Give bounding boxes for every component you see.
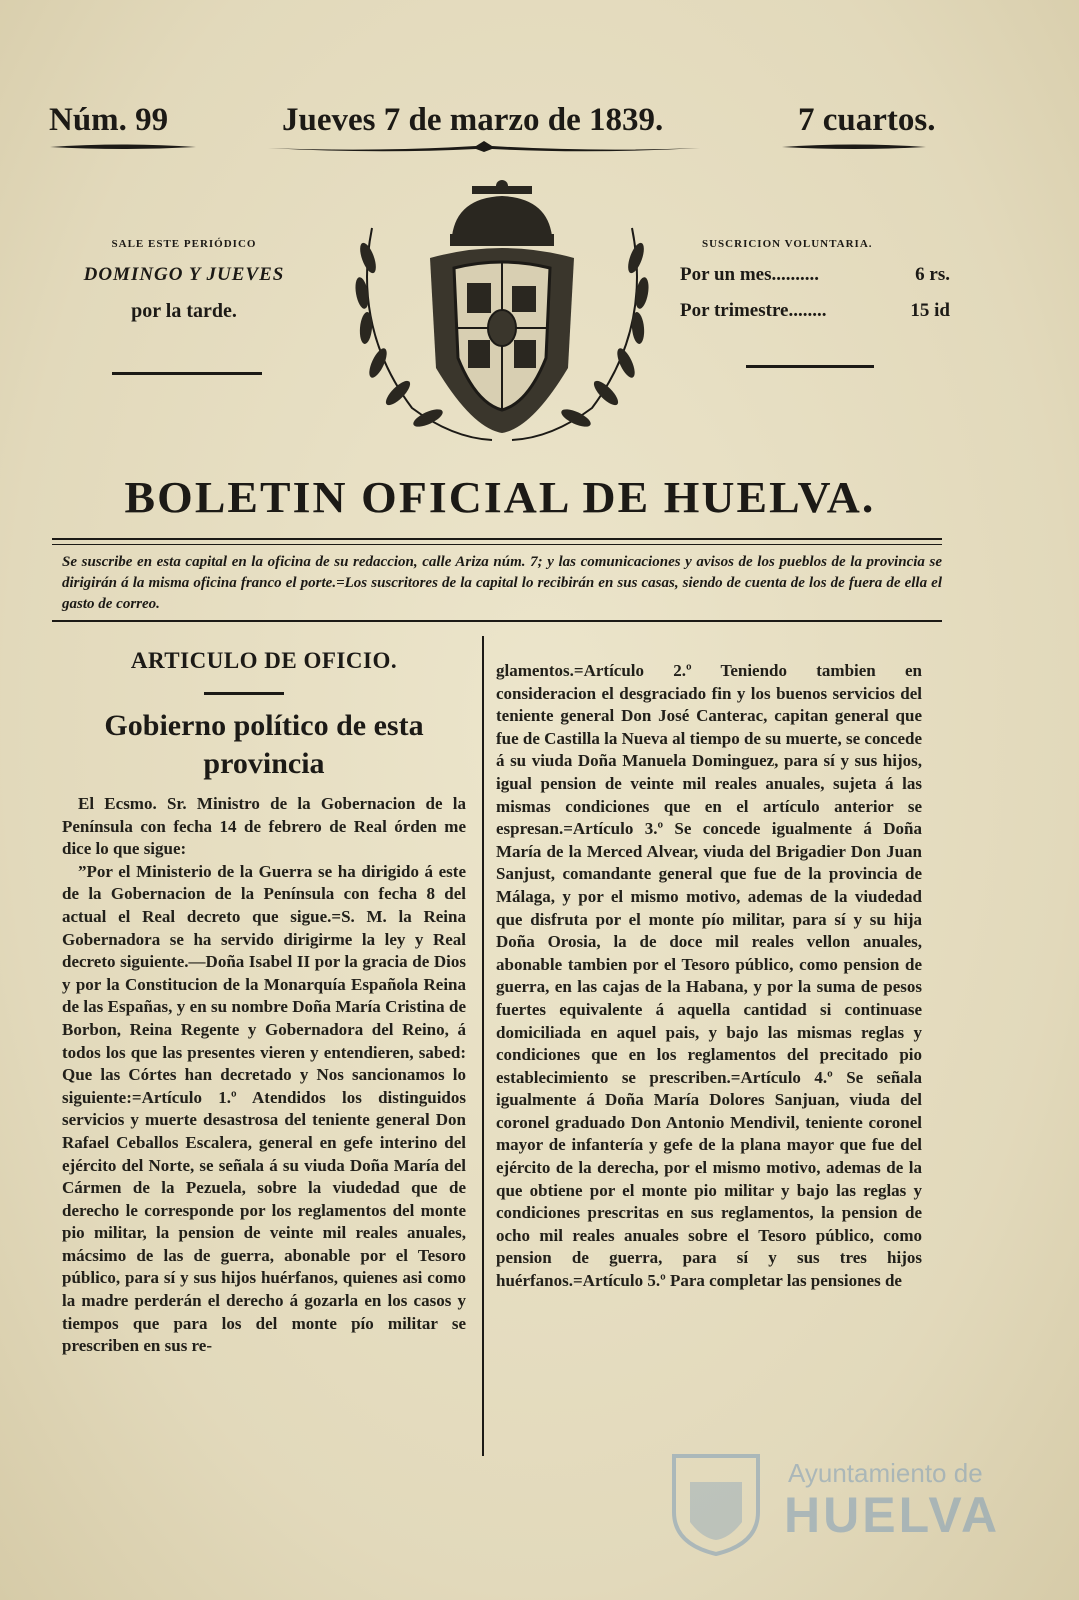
article-paragraph: ”Por el Ministerio de la Guerra se ha dirigido á este de la Gobernacion de la Península con fecha 8 del actual el Real decreto que sigue.=S. M. la Reina Gobernadora se ha servido dirigirme la ley y Real decreto siguiente.—Doña Isabel II por la gracia de Dios y por la Constitucion de la Monarquía Española Reina de las Españas, y en su nombre Doña María Cristina de Borbon, Reina Regente y Gobernadora del Reino, á todos los que las presentes vieren y entendieren, sabed: Que las Córtes han decretado y Nos sancionamos lo siguiente:=Artículo 1.º Atendidos los distinguidos servicios y muerte desastrosa del teniente general Don Rafael Ceballos Escalera, general en gefe interino del ejército del Norte, se señala á su viuda Doña María del Cármen de la Pezuela, sobre la viudedad que de derecho le corresponde por los reglamentos del monte pio militar, la pension de veinte mil reales anuales, mácsimo de las de guerra, abonable por el Tesoro público, para sí y sus hijos huérfanos, quienes asi como la madre perderán el derecho á gozarla en los casos y tiempos que para los del monte pío militar se prescriben en sus re- xyxy=(62,861,466,1356)
newspaper-title: BOLETIN OFICIAL DE HUELVA. xyxy=(124,473,876,522)
article-column-right xyxy=(496,660,922,1293)
title-rule-thin xyxy=(52,544,942,545)
price-label-month: Por un mes.......... xyxy=(680,264,819,285)
schedule-time: por la tarde. xyxy=(131,300,237,322)
schedule-heading: SALE ESTE PERIÓDICO xyxy=(111,238,257,250)
watermark-line2: HUELVA xyxy=(784,1487,1001,1543)
schedule-days: DOMINGO Y JUEVES xyxy=(83,264,285,285)
coat-of-arms-icon xyxy=(332,178,672,448)
subscription-prices xyxy=(680,238,950,322)
publication-schedule xyxy=(44,238,324,323)
article-subheading: Gobierno político de esta provincia xyxy=(104,709,424,780)
section-heading: ARTICULO DE OFICIO. xyxy=(130,648,398,673)
right-block-rule xyxy=(746,365,874,368)
article-paragraph: glamentos.=Artículo 2.º Teniendo tambien en consideracion el desgraciado fin y los buenos servicios del teniente general Don José Canterac, capitan general que fue de Castilla la Nueva al tiempo de su muerte, se concede á su viuda Doña Manuela Dominguez, para sí y sus hijos, igual pension de veinte mil reales anuales, sujeta á las mismas condiciones que en el artículo anterior se espresan.=Artículo 3.º Se concede igualmente á Doña María de la Merced Alvear, viuda del Brigadier Don Juan Sanjust, comandante general que fue de la provincia de Málaga, y por el mismo motivo, ademas de la viudedad que disfruta por el monte pío militar, para sí y su hija Doña Orosia, la de doce mil reales vellon anuales, abonable tambien por el Tesoro público, como pension de guerra, en las cajas de la Habana, y por la suma de pesos fuertes equivalente á aquella cantidad si continuase domiciliada en aquel pais, y bajo las mismas reglas y condiciones que en los reglamentos del precitado pio establecimiento se prescriben.=Artículo 4.º Se señala igualmente á Doña María Dolores Sanjuan, viuda del coronel graduado Don Antonio Mendivil, teniente coronel mayor de infantería y gefe de la plana mayor que fue del ejército de la derecha, por el mismo motivo, ademas de la que obtiene por el monte pio militar y bajo las reglas y condiciones prescritas en sus reglamentos, la pension de ocho mil reales anuales sobre el Tesoro público, como pension de guerra, para sí y sus tres hijos huérfanos.=Artículo 5.º Para completar las pensiones de xyxy=(496,661,922,1291)
price-row-quarter xyxy=(680,300,950,322)
section-rule xyxy=(204,692,284,695)
issue-date: Jueves 7 de marzo de 1839. xyxy=(282,102,664,138)
price-row-month xyxy=(680,264,950,286)
price-value-month: 6 rs. xyxy=(915,264,950,285)
subscription-heading: SUSCRICION VOLUNTARIA. xyxy=(702,238,873,250)
article-paragraph: El Ecsmo. Sr. Ministro de la Gobernacion de la Península con fecha 14 de febrero de Real órden me dice lo que sigue: xyxy=(62,794,466,859)
price-value-quarter: 15 id xyxy=(910,300,950,321)
city-shield-icon xyxy=(670,1452,762,1556)
issue-number: Núm. 99 xyxy=(49,102,169,138)
column-divider xyxy=(482,636,484,1456)
article-column-left xyxy=(62,648,466,1358)
issue-price: 7 cuartos. xyxy=(798,102,936,138)
masthead-top-line xyxy=(44,102,944,142)
left-block-rule xyxy=(112,372,262,375)
archive-watermark xyxy=(670,1452,1000,1562)
price-label-quarter: Por trimestre........ xyxy=(680,300,827,321)
swash-rule-center xyxy=(266,140,702,154)
subscription-note: Se suscribe en esta capital en la oficina de su redaccion, calle Ariza núm. 7; y las comunicaciones y avisos de los pueblos de la provincia se dirigirán á la misma oficina franco el porte.=Los suscritores de la capital lo recibirán en sus casas, siendo de cuenta de los de fuera de ella el gasto de correo. xyxy=(62,554,942,612)
watermark-line1: Ayuntamiento de xyxy=(788,1458,983,1488)
title-rule-top xyxy=(52,538,942,540)
note-rule-bottom xyxy=(52,620,942,622)
swash-rule-right xyxy=(780,140,928,154)
swash-rule-left xyxy=(48,140,198,154)
